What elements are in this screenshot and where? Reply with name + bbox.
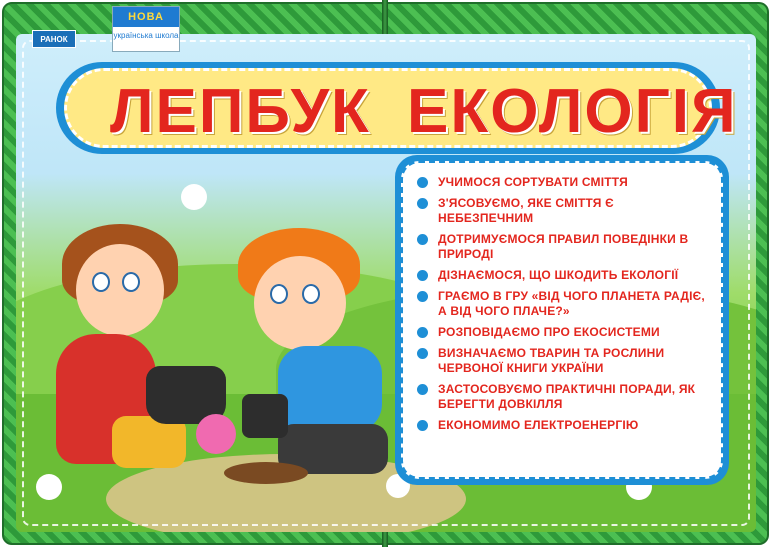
- list-item: [417, 382, 707, 412]
- soil-hole: [224, 462, 308, 484]
- eye-icon: [122, 272, 140, 292]
- publisher-logo-text: РАНОК: [40, 34, 68, 44]
- girl-face: [76, 244, 164, 336]
- bullet-icon: [417, 327, 428, 338]
- bullet-icon: [417, 420, 428, 431]
- flower-icon: [196, 414, 236, 454]
- bullet-icon: [417, 384, 428, 395]
- topic-text: З'ЯСОВУЄМО, ЯКЕ СМІТТЯ Є НЕБЕЗПЕЧНИМ: [438, 196, 614, 225]
- flower-icon: [181, 184, 207, 210]
- topic-text: ВИЗНАЧАЄМО ТВАРИН ТА РОСЛИНИ ЧЕРВОНОЇ КНИГИ УКРАЇНИ: [438, 346, 665, 375]
- topic-text: ЕКОНОМИМО ЕЛЕКТРОЕНЕРГІЮ: [438, 418, 639, 432]
- title-word-lapbook: ЛЕПБУК: [110, 77, 371, 146]
- topic-text: ГРАЄМО В ГРУ «ВІД ЧОГО ПЛАНЕТА РАДІЄ, А ВІД ЧОГО ПЛАЧЕ?»: [438, 289, 705, 318]
- eye-icon: [302, 284, 320, 304]
- list-item: [417, 289, 707, 319]
- topics-list: [401, 161, 723, 479]
- bullet-icon: [417, 177, 428, 188]
- list-item: [417, 175, 707, 190]
- list-item: [417, 232, 707, 262]
- bullet-icon: [417, 198, 428, 209]
- list-item: [417, 325, 707, 340]
- flower-icon: [36, 474, 62, 500]
- publisher-logo: [32, 30, 76, 48]
- list-item: [417, 346, 707, 376]
- title-word-ecology: ЕКОЛОГІЯ: [407, 77, 738, 146]
- topic-text: ДОТРИМУЄМОСЯ ПРАВИЛ ПОВЕДІНКИ В ПРИРОДІ: [438, 232, 689, 261]
- list-item: [417, 418, 707, 433]
- bullet-icon: [417, 234, 428, 245]
- series-badge-title: НОВА: [113, 7, 179, 27]
- list-item: [417, 196, 707, 226]
- list-item: [417, 268, 707, 283]
- bullet-icon: [417, 291, 428, 302]
- boy-face: [254, 256, 346, 350]
- bullet-icon: [417, 348, 428, 359]
- eye-icon: [92, 272, 110, 292]
- topic-text: ДІЗНАЄМОСЯ, ЩО ШКОДИТЬ ЕКОЛОГІЇ: [438, 268, 679, 282]
- seedling-pot-icon: [242, 394, 288, 438]
- bullet-icon: [417, 270, 428, 281]
- series-badge: [112, 6, 180, 52]
- boy-shirt: [278, 346, 382, 432]
- topic-text: РОЗПОВІДАЄМО ПРО ЕКОСИСТЕМИ: [438, 325, 660, 339]
- series-badge-subtitle: українська школа: [113, 31, 179, 40]
- eye-icon: [270, 284, 288, 304]
- topic-text: ЗАСТОСОВУЄМО ПРАКТИЧНІ ПОРАДИ, ЯК БЕРЕГТИ ДОВКІЛЛЯ: [438, 382, 696, 411]
- topic-text: УЧИМОСЯ СОРТУВАТИ СМІТТЯ: [438, 175, 629, 189]
